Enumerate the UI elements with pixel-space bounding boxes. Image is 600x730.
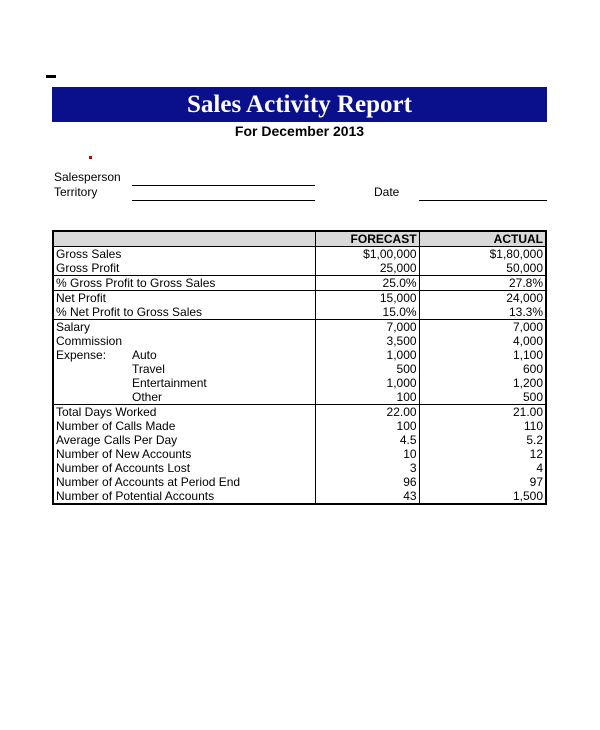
row-label: Total Days Worked bbox=[53, 405, 316, 420]
actual-cell: 27.8% bbox=[419, 276, 546, 291]
forecast-cell: 4.5 bbox=[316, 433, 419, 447]
salesperson-label: Salesperson bbox=[54, 170, 121, 184]
table-row bbox=[53, 405, 546, 420]
table-row bbox=[53, 419, 546, 433]
sub-item-label: Other bbox=[132, 390, 163, 404]
actual-cell: 12 bbox=[419, 447, 546, 461]
corner-mark bbox=[46, 75, 56, 78]
row-label: % Net Profit to Gross Sales bbox=[53, 305, 316, 320]
red-marker bbox=[89, 156, 92, 159]
date-field[interactable] bbox=[419, 200, 547, 201]
table-row bbox=[53, 390, 546, 405]
forecast-cell: $1,00,000 bbox=[316, 247, 419, 262]
actual-cell: 4 bbox=[419, 461, 546, 475]
actual-cell: 500 bbox=[419, 390, 546, 405]
table-row bbox=[53, 276, 546, 291]
date-label: Date bbox=[374, 185, 400, 199]
row-label: Number of Potential Accounts bbox=[53, 489, 316, 504]
group-label: Expense: bbox=[56, 348, 107, 362]
forecast-cell: 3 bbox=[316, 461, 419, 475]
forecast-cell: 100 bbox=[316, 390, 419, 405]
row-label bbox=[53, 362, 316, 376]
table-row bbox=[53, 305, 546, 320]
sub-item-label: Travel bbox=[132, 362, 165, 376]
actual-cell: 1,200 bbox=[419, 376, 546, 390]
actual-cell: 110 bbox=[419, 419, 546, 433]
territory-label: Territory bbox=[54, 185, 98, 199]
report-subtitle: For December 2013 bbox=[234, 123, 365, 139]
forecast-cell: 1,000 bbox=[316, 348, 419, 362]
forecast-cell: 96 bbox=[316, 475, 419, 489]
forecast-cell: 3,500 bbox=[316, 334, 419, 348]
actual-cell: 1,500 bbox=[419, 489, 546, 504]
report-title: Sales Activity Report bbox=[52, 87, 547, 122]
row-label: Commission bbox=[53, 334, 316, 348]
forecast-cell: 22.00 bbox=[316, 405, 419, 420]
actual-cell: 5.2 bbox=[419, 433, 546, 447]
actual-cell: 50,000 bbox=[419, 261, 546, 276]
table-row bbox=[53, 291, 546, 306]
table-row bbox=[53, 348, 546, 362]
table-row bbox=[53, 447, 546, 461]
forecast-cell: 25,000 bbox=[316, 261, 419, 276]
table-row bbox=[53, 334, 546, 348]
row-label: Number of Accounts Lost bbox=[53, 461, 316, 475]
table-row bbox=[53, 461, 546, 475]
actual-cell: 97 bbox=[419, 475, 546, 489]
row-label bbox=[53, 348, 316, 362]
forecast-cell: 15.0% bbox=[316, 305, 419, 320]
table-row bbox=[53, 362, 546, 376]
forecast-cell: 15,000 bbox=[316, 291, 419, 306]
table-row bbox=[53, 261, 546, 276]
territory-field[interactable] bbox=[132, 200, 315, 201]
table-row bbox=[53, 475, 546, 489]
table-row bbox=[53, 489, 546, 504]
row-label: Average Calls Per Day bbox=[53, 433, 316, 447]
table-header-row bbox=[53, 231, 546, 247]
row-label: Number of Accounts at Period End bbox=[53, 475, 316, 489]
actual-cell: 4,000 bbox=[419, 334, 546, 348]
row-label bbox=[53, 390, 316, 405]
row-label: Gross Sales bbox=[53, 247, 316, 262]
row-label: Gross Profit bbox=[53, 261, 316, 276]
actual-cell: 21.00 bbox=[419, 405, 546, 420]
row-label: Number of New Accounts bbox=[53, 447, 316, 461]
header-actual: ACTUAL bbox=[419, 231, 546, 247]
row-label: Salary bbox=[53, 320, 316, 335]
actual-cell: 1,100 bbox=[419, 348, 546, 362]
actual-cell: $1,80,000 bbox=[419, 247, 546, 262]
sub-item-label: Auto bbox=[132, 348, 157, 362]
table-row bbox=[53, 376, 546, 390]
row-label: Number of Calls Made bbox=[53, 419, 316, 433]
table-row bbox=[53, 247, 546, 262]
table-row bbox=[53, 433, 546, 447]
actual-cell: 13.3% bbox=[419, 305, 546, 320]
sales-activity-table bbox=[52, 230, 547, 505]
forecast-cell: 43 bbox=[316, 489, 419, 504]
actual-cell: 7,000 bbox=[419, 320, 546, 335]
forecast-cell: 100 bbox=[316, 419, 419, 433]
actual-cell: 24,000 bbox=[419, 291, 546, 306]
forecast-cell: 500 bbox=[316, 362, 419, 376]
forecast-cell: 10 bbox=[316, 447, 419, 461]
actual-cell: 600 bbox=[419, 362, 546, 376]
row-label bbox=[53, 376, 316, 390]
table-row bbox=[53, 320, 546, 335]
row-label: % Gross Profit to Gross Sales bbox=[53, 276, 316, 291]
row-label: Net Profit bbox=[53, 291, 316, 306]
forecast-cell: 1,000 bbox=[316, 376, 419, 390]
salesperson-field[interactable] bbox=[132, 185, 315, 186]
forecast-cell: 7,000 bbox=[316, 320, 419, 335]
header-label-cell bbox=[53, 231, 316, 247]
forecast-cell: 25.0% bbox=[316, 276, 419, 291]
sub-item-label: Entertainment bbox=[132, 376, 207, 390]
header-forecast: FORECAST bbox=[316, 231, 419, 247]
